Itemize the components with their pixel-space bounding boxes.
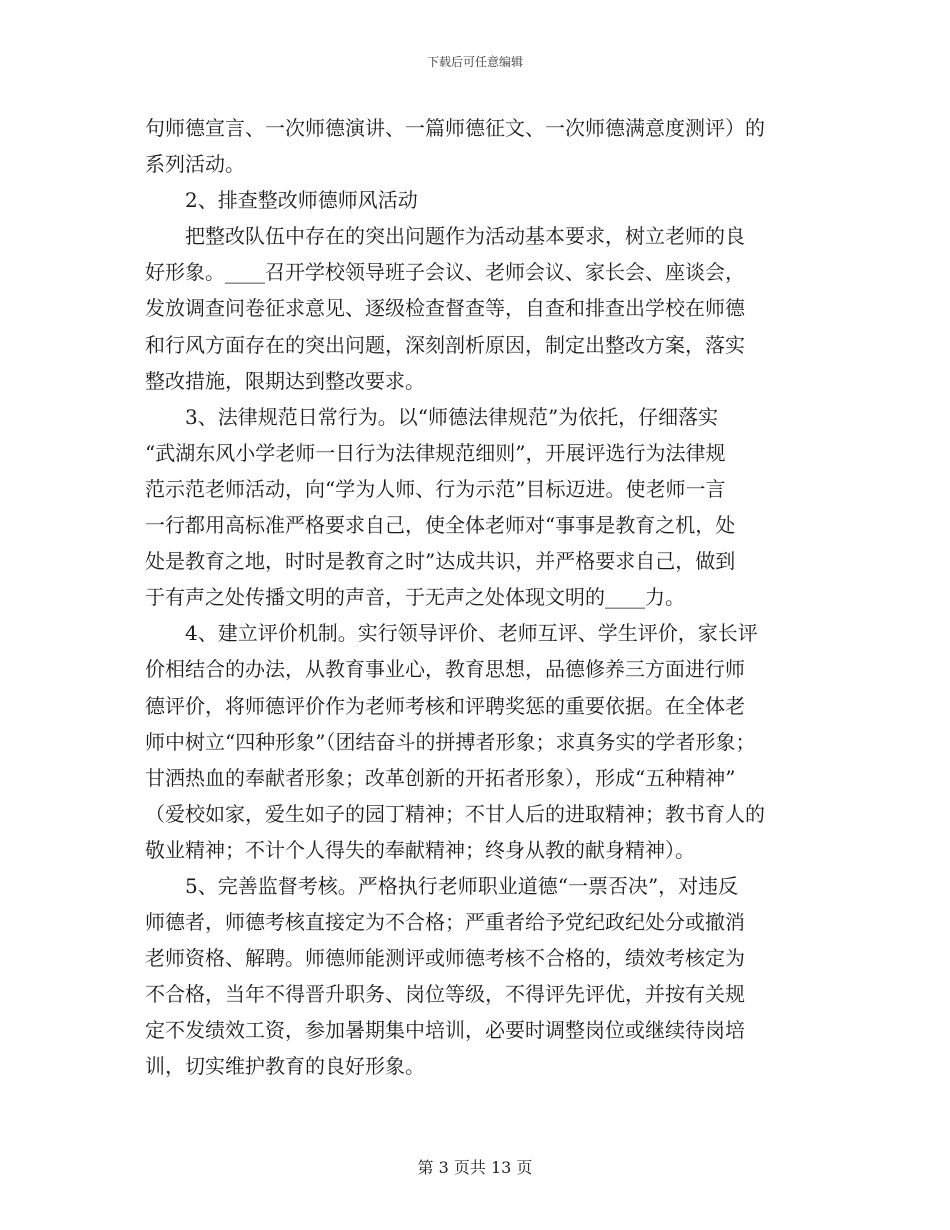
text-line: 师中树立“四种形象”（团结奋斗的拼搏者形象；求真务实的学者形象； — [145, 729, 756, 754]
section-heading-5: 5、完善监督考核。严格执行老师职业道德“一票否决”，对违反 — [185, 873, 739, 898]
text-line: 发放调查问卷征求意见、逐级检查督查等，自查和排查出学校在师德 — [145, 296, 745, 321]
text-line: 价相结合的办法，从教育事业心，教育思想，品德修养三方面进行师 — [145, 657, 745, 682]
page-footer: 第 3 页共 13 页 — [417, 1158, 533, 1177]
text-line: 一行都用高标准严格要求自己，使全体老师对“事事是教育之机，处 — [145, 513, 736, 538]
text-line: 范示范老师活动，向“学为人师、行为示范”目标迈进。使老师一言 — [145, 476, 726, 501]
text-line: 处是教育之地，时时是教育之时”达成共识，并严格要求自己，做到 — [145, 549, 736, 574]
page-header: 下载后可任意编辑 — [426, 55, 523, 69]
text-line: 训，切实维护教育的良好形象。 — [145, 1054, 425, 1079]
text-line: 不合格，当年不得晋升职务、岗位等级，不得评先评优，并按有关规 — [145, 982, 745, 1007]
text-line: 把整改队伍中存在的突出问题作为活动基本要求，树立老师的良 — [185, 224, 745, 249]
text-line: 老师资格、解聘。师德师能测评或师德考核不合格的，绩效考核定为 — [145, 946, 745, 971]
section-heading-2: 2、排查整改师德师风活动 — [185, 188, 418, 213]
document-body — [145, 110, 810, 1085]
text-line: “武湖东风小学老师一日行为法律规范细则”，开展评选行为法律规 — [145, 440, 726, 465]
text-line: 敬业精神；不计个人得失的奉献精神；终身从教的献身精神）。 — [145, 837, 695, 862]
text-line: 定不发绩效工资，参加暑期集中培训，必要时调整岗位或继续待岗培 — [145, 1018, 745, 1043]
section-heading-4: 4、建立评价机制。实行领导评价、老师互评、学生评价，家长评 — [185, 621, 758, 646]
text-line: 甘洒热血的奉献者形象；改革创新的开拓者形象），形成“五种精神” — [145, 765, 736, 790]
text-line: 好形象。____召开学校领导班子会议、老师会议、家长会、座谈会， — [145, 260, 745, 285]
text-line: 德评价，将师德评价作为老师考核和评聘奖惩的重要依据。在全体老 — [145, 693, 745, 718]
section-heading-3: 3、法律规范日常行为。以“师德法律规范”为依托，仔细落实 — [185, 404, 719, 429]
text-line: 整改措施，限期达到整改要求。 — [145, 368, 425, 393]
text-line: 句师德宣言、一次师德演讲、一篇师德征文、一次师德满意度测评）的 — [145, 116, 765, 140]
text-line: 师德者，师德考核直接定为不合格；严重者给予党纪政纪处分或撤消 — [145, 910, 745, 935]
text-line: 和行风方面存在的突出问题，深刻剖析原因，制定出整改方案，落实 — [145, 332, 745, 357]
text-line: 系列活动。 — [145, 152, 245, 177]
text-line: （爱校如家，爱生如子的园丁精神；不甘人后的进取精神；教书育人的 — [145, 801, 765, 826]
text-line: 于有声之处传播文明的声音，于无声之处体现文明的____力。 — [145, 585, 685, 610]
